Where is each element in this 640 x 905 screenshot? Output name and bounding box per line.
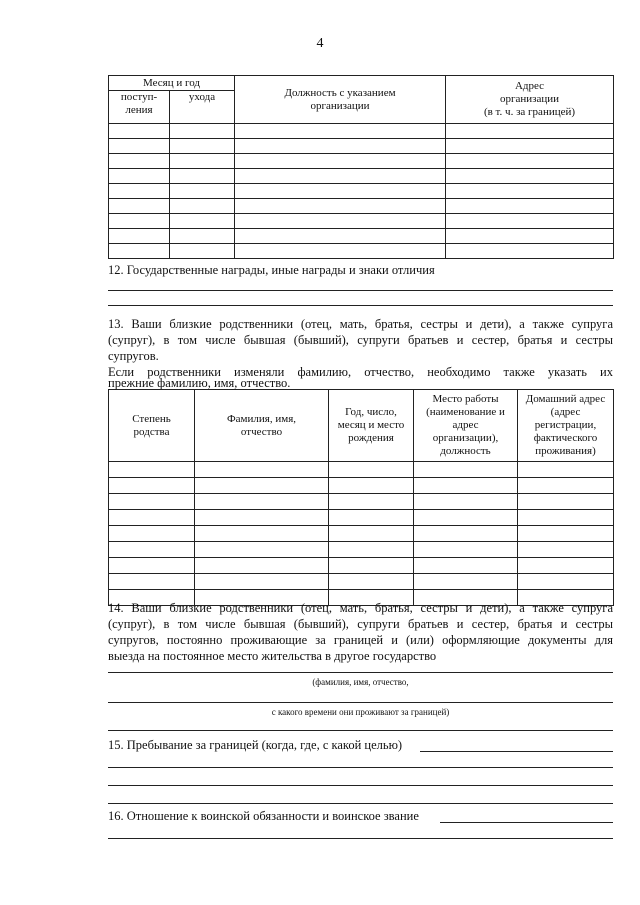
table-row[interactable] [109, 184, 614, 199]
cell[interactable] [518, 478, 614, 494]
cell[interactable] [414, 558, 518, 574]
section-14-caption-2: с какого времени они проживают за границей) [271, 707, 450, 717]
col-home: Домашний адрес (адрес регистрации, фактического проживания) [518, 390, 614, 462]
section-13-line-2: (супруг), в том числе бывшая (бывший), супруги братьев и сестер, братья и сестры [108, 333, 613, 347]
section-16-line-1[interactable] [440, 822, 613, 823]
section-15-line-4[interactable] [108, 803, 613, 804]
header-position: Должность с указанием организации [235, 76, 446, 124]
header-entry: поступ- ления [109, 91, 170, 124]
section-13-line-4: Если родственники изменяли фамилию, отчество, необходимо также указать их [108, 365, 613, 379]
header-month-year: Месяц и год [109, 76, 235, 91]
col-degree: Степень родства [109, 390, 195, 462]
table-row[interactable] [109, 244, 614, 259]
cell[interactable] [446, 199, 614, 214]
cell[interactable] [329, 478, 414, 494]
cell[interactable] [109, 199, 170, 214]
table-row[interactable] [109, 510, 614, 526]
section-15-label: 15. Пребывание за границей (когда, где, с какой целью) [108, 738, 403, 752]
cell[interactable] [235, 169, 446, 184]
cell[interactable] [446, 154, 614, 169]
cell[interactable] [414, 478, 518, 494]
cell[interactable] [446, 169, 614, 184]
section-14-line-2: (супруг), в том числе бывшая (бывший), супруги братьев и сестер, братья и сестры [108, 617, 613, 631]
col-name: Фамилия, имя, отчество [195, 390, 329, 462]
table-row[interactable] [109, 169, 614, 184]
cell[interactable] [195, 462, 329, 478]
cell[interactable] [109, 462, 195, 478]
table-row[interactable] [109, 574, 614, 590]
cell[interactable] [329, 494, 414, 510]
cell[interactable] [414, 526, 518, 542]
table-row[interactable] [109, 199, 614, 214]
cell[interactable] [235, 229, 446, 244]
col-work: Место работы (наименование и адрес организации), должность [414, 390, 518, 462]
table-row[interactable] [109, 558, 614, 574]
work-history-table [108, 75, 614, 259]
cell[interactable] [170, 154, 235, 169]
cell[interactable] [446, 184, 614, 199]
cell[interactable] [329, 542, 414, 558]
cell[interactable] [235, 184, 446, 199]
cell[interactable] [109, 542, 195, 558]
cell[interactable] [518, 542, 614, 558]
section-14-caption-1: (фамилия, имя, отчество, [312, 677, 409, 687]
cell[interactable] [109, 526, 195, 542]
cell[interactable] [170, 169, 235, 184]
cell[interactable] [170, 184, 235, 199]
section-12-label: 12. Государственные награды, иные награды и знаки отличия [108, 263, 435, 277]
header-address: Адрес организации (в т. ч. за границей) [446, 76, 614, 124]
cell[interactable] [329, 558, 414, 574]
cell[interactable] [446, 124, 614, 139]
cell[interactable] [170, 229, 235, 244]
section-14-line-3: супругов, постоянно проживающие за границей и (или) оформляющие документы для [108, 633, 613, 647]
cell[interactable] [195, 542, 329, 558]
cell[interactable] [329, 526, 414, 542]
cell[interactable] [518, 494, 614, 510]
section-12-line-2[interactable] [108, 305, 613, 306]
section-13-line-3: супругов. [108, 349, 159, 363]
cell[interactable] [195, 558, 329, 574]
table-row[interactable] [109, 494, 614, 510]
section-14-line-4: выезда на постоянное место жительства в другое государство [108, 649, 437, 663]
section-14-line-1: 14. Ваши близкие родственники (отец, мать, братья, сестры и дети), а также супруга [108, 601, 613, 615]
cell[interactable] [235, 139, 446, 154]
table-row[interactable] [109, 229, 614, 244]
section-14-line-field-1[interactable] [108, 672, 613, 673]
col-birth: Год, число, месяц и место рождения [329, 390, 414, 462]
section-14-line-field-3[interactable] [108, 730, 613, 731]
table-row[interactable] [109, 462, 614, 478]
table-row[interactable] [109, 154, 614, 169]
cell[interactable] [109, 139, 170, 154]
cell[interactable] [414, 542, 518, 558]
cell[interactable] [329, 574, 414, 590]
cell[interactable] [170, 199, 235, 214]
cell[interactable] [109, 510, 195, 526]
section-12-line-1[interactable] [108, 290, 613, 291]
section-16-line-2[interactable] [108, 838, 613, 839]
cell[interactable] [518, 558, 614, 574]
section-13-line-1: 13. Ваши близкие родственники (отец, мать, братья, сестры и дети), а также супруга [108, 317, 613, 331]
cell[interactable] [109, 169, 170, 184]
section-13-line-5: прежние фамилию, имя, отчество. [108, 376, 291, 390]
cell[interactable] [518, 510, 614, 526]
cell[interactable] [518, 462, 614, 478]
table-row[interactable] [109, 139, 614, 154]
cell[interactable] [414, 574, 518, 590]
cell[interactable] [109, 478, 195, 494]
section-14-line-field-2[interactable] [108, 702, 613, 703]
cell[interactable] [109, 244, 170, 259]
cell[interactable] [414, 462, 518, 478]
cell[interactable] [446, 214, 614, 229]
cell[interactable] [235, 244, 446, 259]
cell[interactable] [446, 244, 614, 259]
cell[interactable] [518, 526, 614, 542]
cell[interactable] [109, 229, 170, 244]
section-15-line-1[interactable] [420, 751, 613, 752]
relatives-table [108, 389, 614, 606]
cell[interactable] [170, 124, 235, 139]
table-row[interactable] [109, 214, 614, 229]
cell[interactable] [235, 214, 446, 229]
page-number: 4 [316, 36, 324, 51]
cell[interactable] [329, 462, 414, 478]
cell[interactable] [235, 124, 446, 139]
section-15-line-3[interactable] [108, 785, 613, 786]
table-row[interactable] [109, 478, 614, 494]
cell[interactable] [518, 574, 614, 590]
cell[interactable] [446, 139, 614, 154]
cell[interactable] [109, 184, 170, 199]
cell[interactable] [109, 574, 195, 590]
cell[interactable] [195, 574, 329, 590]
cell[interactable] [235, 154, 446, 169]
cell[interactable] [109, 494, 195, 510]
cell[interactable] [170, 214, 235, 229]
cell[interactable] [170, 244, 235, 259]
table-row[interactable] [109, 526, 614, 542]
cell[interactable] [195, 510, 329, 526]
cell[interactable] [109, 214, 170, 229]
section-16-label: 16. Отношение к воинской обязанности и воинское звание [108, 809, 419, 823]
cell[interactable] [195, 494, 329, 510]
cell[interactable] [329, 510, 414, 526]
header-leave: ухода [170, 91, 235, 124]
table-row[interactable] [109, 124, 614, 139]
cell[interactable] [446, 229, 614, 244]
cell[interactable] [109, 124, 170, 139]
cell[interactable] [109, 154, 170, 169]
cell[interactable] [414, 510, 518, 526]
cell[interactable] [414, 494, 518, 510]
cell[interactable] [195, 478, 329, 494]
cell[interactable] [195, 526, 329, 542]
table-row[interactable] [109, 542, 614, 558]
cell[interactable] [109, 558, 195, 574]
cell[interactable] [235, 199, 446, 214]
cell[interactable] [170, 139, 235, 154]
section-15-line-2[interactable] [108, 767, 613, 768]
